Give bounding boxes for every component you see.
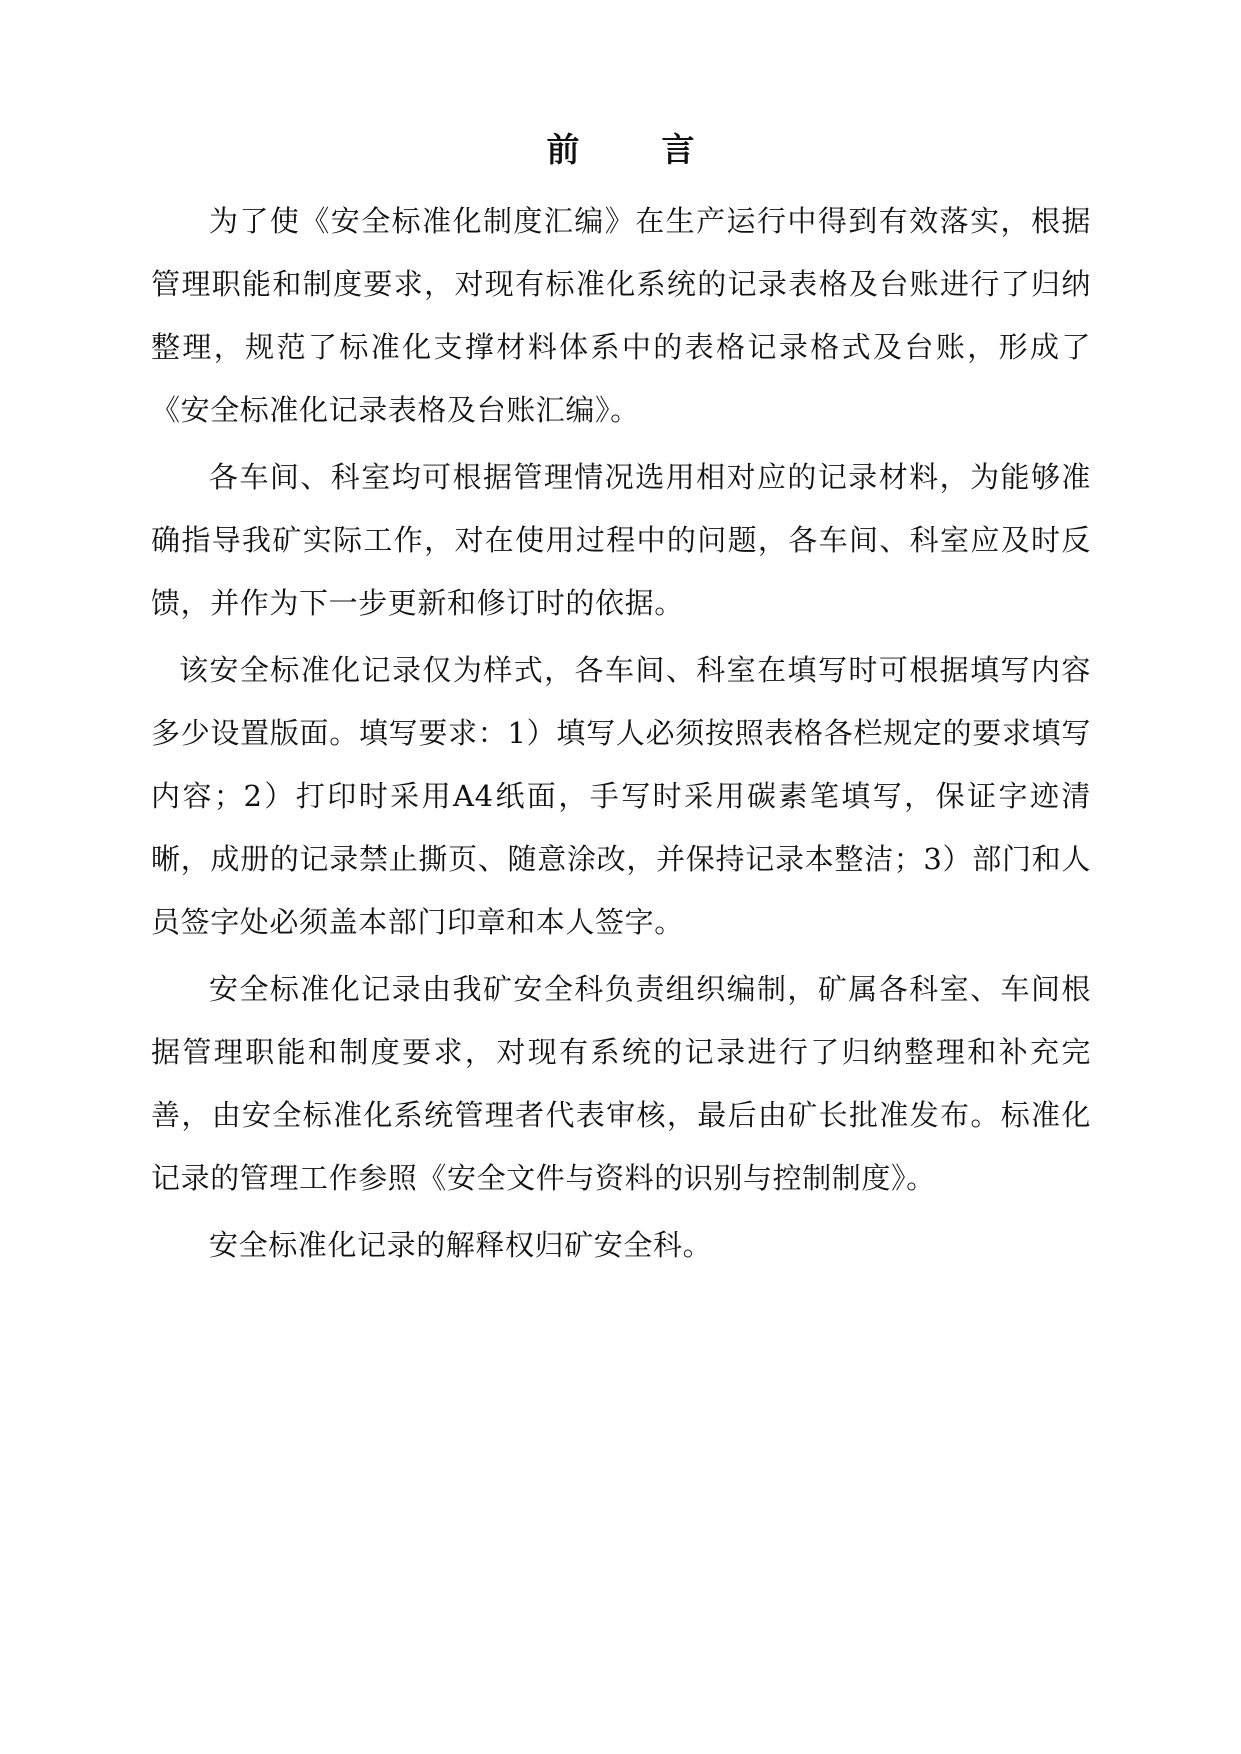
title-char-2: 言 (661, 130, 695, 169)
paragraph-compilation: 安全标准化记录由我矿安全科负责组织编制，矿属各科室、车间根据管理职能和制度要求，对现有系统的记录进行了归纳整理和补充完善，由安全标准化系统管理者代表审核，最后由矿长批准发布。标准化记录的管理工作参照《安全文件与资料的识别与控制制度》。 (151, 972, 1091, 1195)
paragraph-purpose: 为了使《安全标准化制度汇编》在生产运行中得到有效落实，根据管理职能和制度要求，对现有标准化系统的记录表格及台账进行了归纳整理，规范了标准化支撑材料体系中的表格记录格式及台账，形成了《安全标准化记录表格及台账汇编》。 (151, 204, 1091, 427)
paragraph-requirements: 该安全标准化记录仅为样式，各车间、科室在填写时可根据填写内容多少设置版面。填写要求：1）填写人必须按照表格各栏规定的要求填写内容；2）打印时采用A4纸面，手写时采用碳素笔填写，保证字迹清晰，成册的记录禁止撕页、随意涂改，并保持记录本整洁；3）部门和人员签字处必须盖本部门印章和本人签字。 (151, 653, 1091, 939)
preface-body (151, 190, 1091, 1281)
paragraph-interpretation: 安全标准化记录的解释权归矿安全科。 (209, 1228, 713, 1262)
title-char-1: 前 (546, 130, 580, 169)
page-title (0, 128, 1241, 172)
paragraph-usage: 各车间、科室均可根据管理情况选用相对应的记录材料，为能够准确指导我矿实际工作，对在使用过程中的问题，各车间、科室应及时反馈，并作为下一步更新和修订时的依据。 (151, 460, 1091, 620)
